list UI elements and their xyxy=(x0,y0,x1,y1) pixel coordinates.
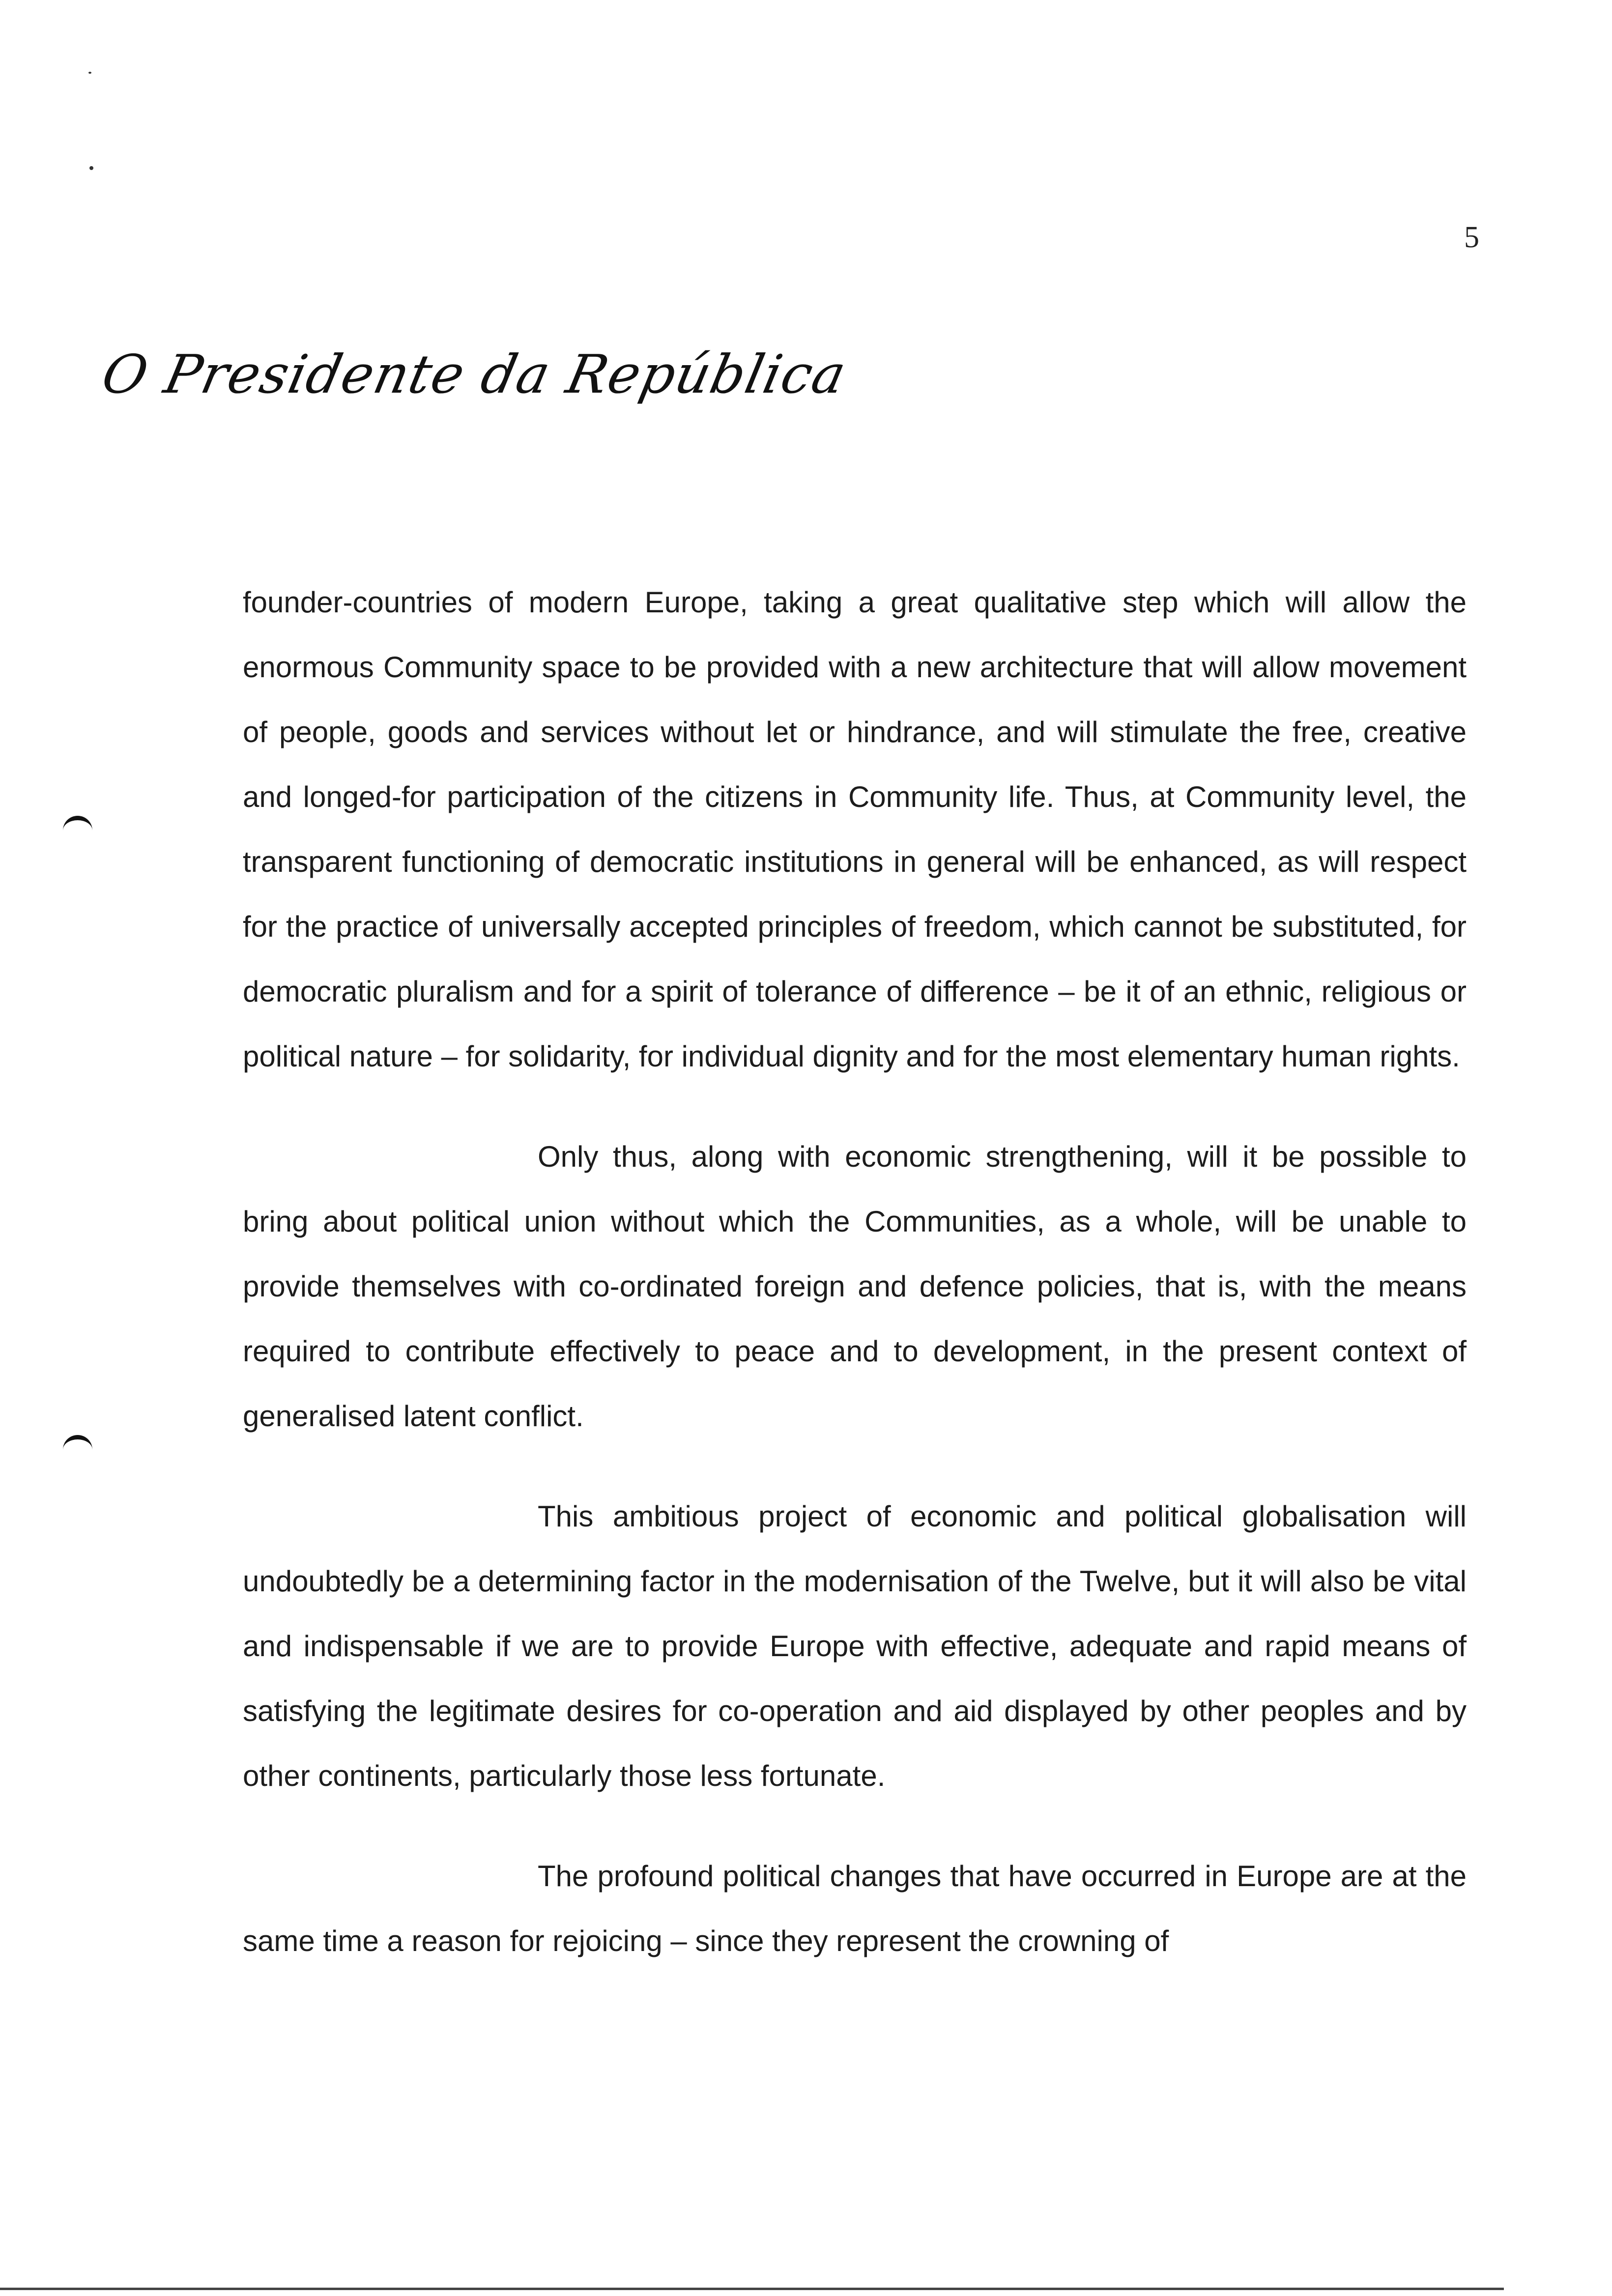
scan-speck xyxy=(88,72,91,74)
document-body xyxy=(243,570,1467,2009)
margin-hole-mark xyxy=(63,816,92,831)
paragraph: This ambitious project of economic and political globalisation will undoubtedly be a determining factor in the modernisation of the Twelve, but it will also be vital and indispensable if we are to provide Europe with effective, adequate and rapid means of satisfying the legitimate desires for co-operation and aid displayed by other peoples and by other continents, particularly those less fortunate. xyxy=(243,1500,1467,1792)
scan-speck xyxy=(89,166,93,170)
page-bottom-rule xyxy=(0,2288,1504,2290)
paragraph: The profound political changes that have occurred in Europe are at the same time a reason for rejoicing – since they represent the crowning of xyxy=(243,1860,1467,1957)
margin-hole-mark xyxy=(63,1435,92,1450)
letterhead-script: O Presidente da República xyxy=(96,344,852,405)
paragraph: Only thus, along with economic strengthening, will it be possible to bring about political union without which the Communities, as a whole, will be unable to provide themselves with co-ordinated foreign and defence policies, that is, with the means required to contribute effectively to peace and to development, in the present context of generalised latent conflict. xyxy=(243,1140,1467,1433)
page-number: 5 xyxy=(1464,221,1479,254)
paragraph: founder-countries of modern Europe, taking a great qualitative step which will allow the enormous Community space to be provided with a new architecture that will allow movement of people, goods and services without let or hindrance, and will stimulate the free, creative and longed-for participation of the citizens in Community life. Thus, at Community level, the transparent functioning of democratic institutions in general will be enhanced, as will respect for the practice of universally accepted principles of freedom, which cannot be substituted, for democratic pluralism and for a spirit of tolerance of difference – be it of an ethnic, religious or political nature – for solidarity, for individual dignity and for the most elementary human rights. xyxy=(243,586,1467,1073)
